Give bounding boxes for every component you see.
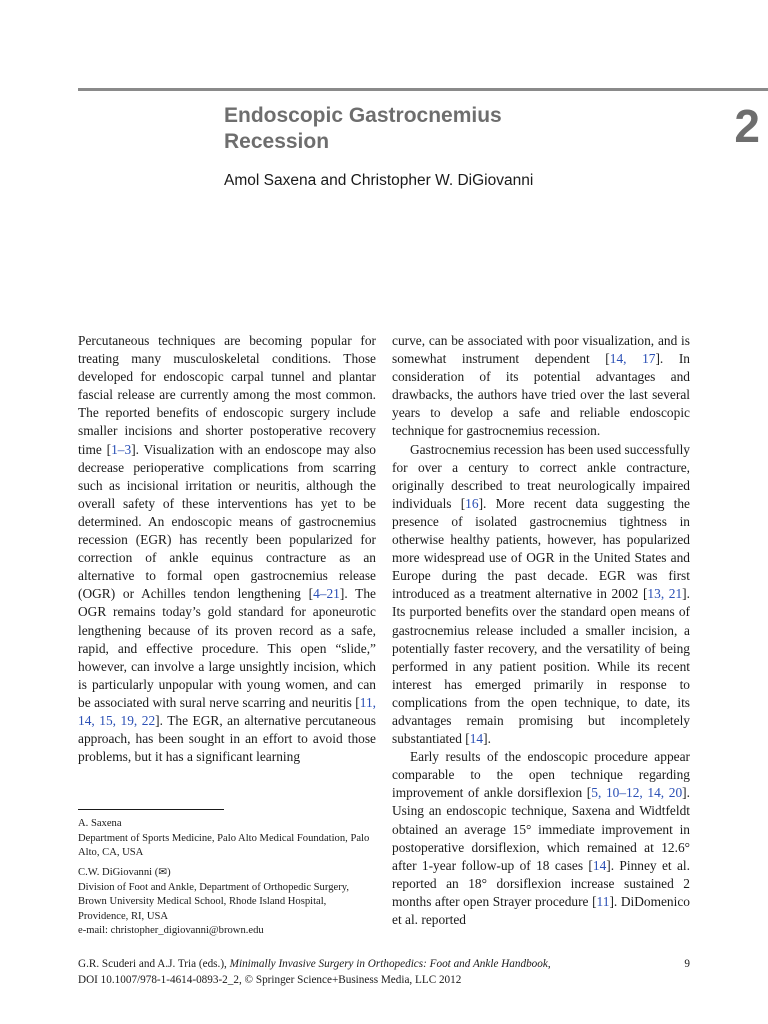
doi-line: DOI 10.1007/978-1-4614-0893-2_2, © Springer Science+Business Media, LLC 2012 bbox=[78, 973, 462, 986]
reference-link[interactable]: 11 bbox=[596, 893, 610, 909]
authors: Amol Saxena and Christopher W. DiGiovanni bbox=[224, 172, 534, 189]
paragraph bbox=[392, 332, 690, 441]
body-text: ]. In consideration of its potential advantages and drawbacks, the authors have tried over the last several years to develop a safe and reliable endoscopic technique for gastrocnemius recession. bbox=[392, 351, 690, 439]
chapter-title bbox=[224, 103, 584, 155]
reference-link[interactable]: 16 bbox=[465, 495, 479, 511]
footnote-affiliation: Department of Sports Medicine, Palo Alto Medical Foundation, Palo Alto, CA, USA bbox=[78, 832, 370, 859]
chapter-title-line1: Endoscopic Gastrocnemius bbox=[224, 104, 502, 127]
page-number: 9 bbox=[684, 958, 690, 970]
body-text: Gastrocnemius recession has been used successfully for over a century to correct ankle contracture, originally described to treat neurologically impaired individuals [ bbox=[392, 441, 691, 511]
footnote-author-name: A. Saxena bbox=[78, 818, 122, 829]
footnote-author-name: C.W. DiGiovanni (✉) bbox=[78, 867, 171, 878]
body-text: Early results of the endoscopic procedure appear comparable to the open technique regarding improvement of ankle dorsiflexion [ bbox=[392, 749, 690, 801]
citation-suffix: , bbox=[547, 958, 551, 970]
reference-link[interactable]: 11, 14, 15, 19, 22 bbox=[78, 694, 376, 728]
body-column-left bbox=[78, 332, 376, 766]
chapter-number: 2 bbox=[734, 100, 760, 152]
reference-link[interactable]: 13, 21 bbox=[647, 586, 683, 602]
citation bbox=[78, 957, 638, 988]
body-text: ]. Its purported benefits over the standard open means of gastrocnemius release included a smaller incision, a potentially faster recovery, and the versatility of being performed in any patient position. While its recent interest has emerged primarily in response to complications from the open technique, to date, its advantages remain promising but incompletely substantiated [ bbox=[392, 586, 690, 747]
header-rule bbox=[78, 88, 768, 91]
reference-link[interactable]: 14 bbox=[469, 731, 484, 747]
reference-link[interactable]: 14, 17 bbox=[609, 351, 656, 367]
book-title: Minimally Invasive Surgery in Orthopedics: Foot and Ankle Handbook bbox=[229, 958, 548, 970]
body-text: curve, can be associated with poor visualization, and is somewhat instrument dependent [ bbox=[392, 333, 690, 367]
reference-link[interactable]: 4–21 bbox=[313, 586, 340, 602]
body-text: ]. Visualization with an endoscope may also decrease perioperative complications from scarring such as incisional irritation or neuritis, although the overall safety of these interventions has yet to be determined. An endoscopic means of gastrocnemius recession (EGR) has recently been popularized for correction of ankle equinus contracture as an alternative to formal open gastrocnemius release (OGR) or Achilles tendon lengthening [ bbox=[78, 441, 376, 602]
footnote-author-1 bbox=[78, 817, 378, 861]
chapter-title-line2: Recession bbox=[224, 130, 330, 153]
paragraph bbox=[78, 332, 376, 766]
body-column-right bbox=[392, 332, 690, 929]
footnote-author-2 bbox=[78, 866, 378, 939]
body-text: ]. Pinney et al. reported an 18° dorsiflexion increase sustained 2 months after open Strayer procedure [ bbox=[392, 857, 690, 909]
body-text: ]. DiDomenico et al. reported bbox=[392, 893, 690, 927]
footnote-rule bbox=[78, 809, 224, 810]
body-text: ]. Using an endoscopic technique, Saxena and Widtfeldt obtained an average 15° immediate improvement in postoperative dorsiflexion, which remained at 12.6° after 1-year follow-up of 18 cases [ bbox=[392, 785, 690, 873]
body-text: ]. bbox=[483, 731, 491, 747]
reference-link[interactable]: 5, 10–12, 14, 20 bbox=[591, 785, 683, 801]
reference-link[interactable]: 14 bbox=[592, 857, 607, 873]
body-text: ]. More recent data suggesting the presence of isolated gastrocnemius tightness in otherwise healthy patients, however, has popularized more widespread use of OGR in the United States and Europe during the past decade. EGR was first introduced as a treatment alternative in 2002 [ bbox=[392, 495, 690, 602]
body-text: Percutaneous techniques are becoming popular for treating many musculoskeletal conditions. Those developed for endoscopic carpal tunnel and plantar fascial release are currently among the most common. The reported benefits of endoscopic surgery include smaller incisions and shorter postoperative recovery time [ bbox=[78, 333, 376, 457]
body-text: ]. The OGR remains today’s gold standard for aponeurotic lengthening because of its proven record as a safe, rapid, and effective procedure. This open “slide,” however, can involve a large unsightly incision, which is particularly unpopular with young women, and can be associated with sural nerve scarring and neuritis [ bbox=[78, 586, 377, 710]
paragraph bbox=[392, 441, 690, 749]
body-text: ]. The EGR, an alternative percutaneous approach, has been sought in an effort to avoid those problems, but it has a significant learning bbox=[78, 712, 376, 765]
paragraph bbox=[392, 748, 690, 929]
footnote-affiliation: Division of Foot and Ankle, Department of Orthopedic Surgery, Brown University Medical School, Rhode Island Hospital, Providence, RI, USA bbox=[78, 881, 349, 922]
footnote-email: e-mail: christopher_digiovanni@brown.edu bbox=[78, 925, 264, 937]
citation-prefix: G.R. Scuderi and A.J. Tria (eds.), bbox=[78, 958, 230, 970]
reference-link[interactable]: 1–3 bbox=[111, 441, 132, 457]
